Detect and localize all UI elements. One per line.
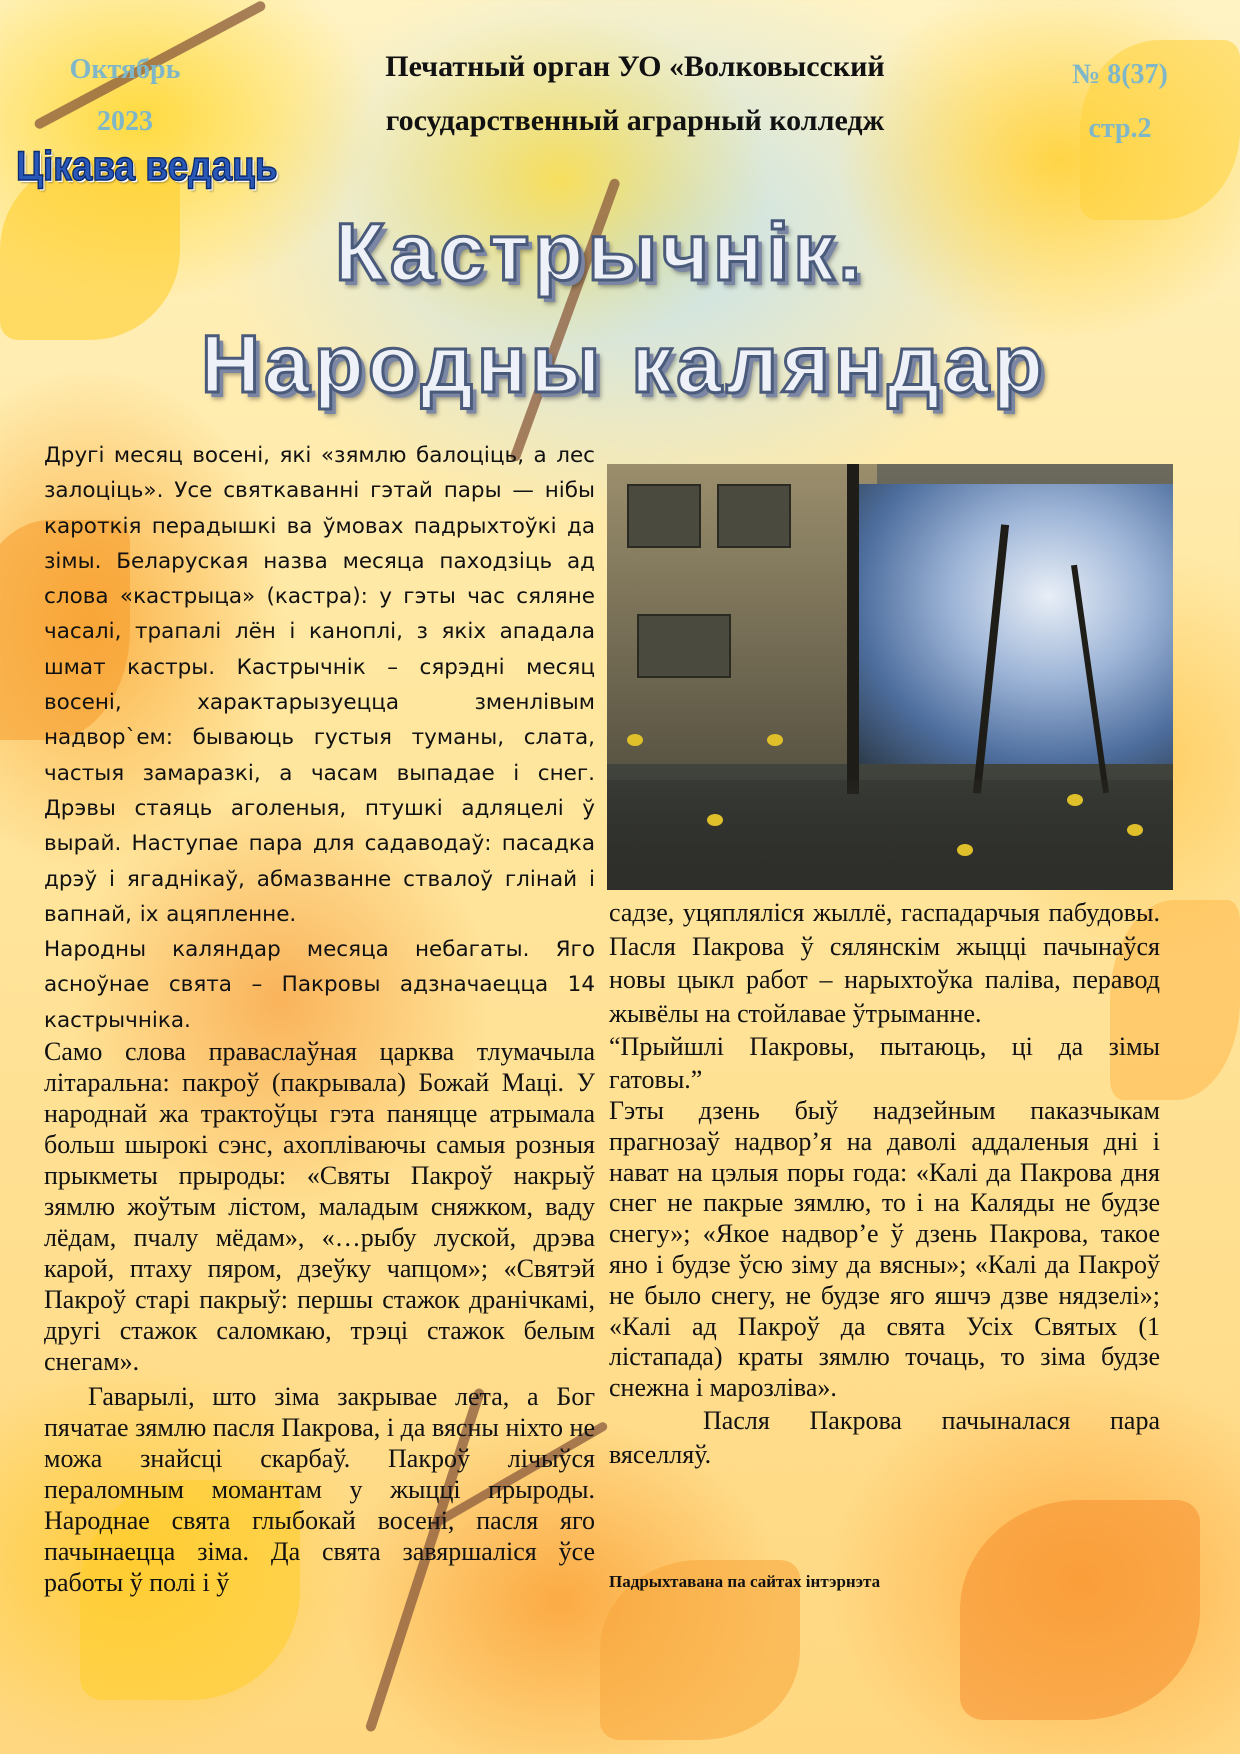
- issue-date: [40, 44, 210, 148]
- fallen-leaf: [1127, 824, 1143, 836]
- headline-line-2: Народны каляндар: [200, 319, 1048, 410]
- article-paragraph: Пасля Пакрова пачыналася пара вяселляў.: [609, 1405, 1160, 1469]
- rubric-title: Цікава ведаць: [16, 142, 278, 189]
- fallen-leaf: [627, 734, 643, 746]
- issue-number-text: № 8(37): [1072, 59, 1168, 90]
- article-left-column: [44, 438, 595, 1598]
- headline-line-1: Кастрычнік.: [334, 207, 866, 298]
- issue-month: Октябрь: [69, 54, 181, 85]
- publisher-line-2: государственный аграрный колледж: [385, 104, 885, 137]
- article-paragraph: садзе, уцяпляліся жыллё, гаспадарчыя пабудовы. Пасля Пакрова ў сялянскім жыцці пачынаўся новы цыкл работ – нарыхтоўка паліва, перавод жывёлы на стойлавае ўтрыманне.: [609, 898, 1160, 1028]
- article-paragraph: Само слова праваслаўная царква тлумачыла літаральна: пакроў (пакрывала) Божай Маці. У народнай жа трактоўцы гэта паняцце атрымала больш шырокі сэнс, ахопліваючы самыя розныя прыкметы прыроды: «Святы Пакроў накрыў зямлю жоўтым лістом, маладым сняжком, ваду лёдам, пчалу мёдам», «…рыбу луской, дрэва карой, птаху пяром, дзеўку чапцом»; «Святэй Пакроў старі пакрыў: першы стажок дранічкамі, другі стажок саломкаю, трэці стажок белым снегам».: [44, 1037, 595, 1377]
- sky-reflection: [857, 484, 1173, 764]
- publisher-line-1: Печатный орган УО «Волковысский: [385, 50, 885, 83]
- maple-leaf-decoration: [960, 1500, 1200, 1720]
- fallen-leaf: [707, 814, 723, 826]
- wet-ground: [607, 780, 1173, 890]
- fallen-leaf: [1067, 794, 1083, 806]
- page-number: стр.2: [1088, 113, 1152, 144]
- fallen-leaf: [767, 734, 783, 746]
- tree-reflection: [847, 464, 859, 794]
- issue-year: 2023: [97, 106, 153, 137]
- window-reflection: [637, 614, 731, 678]
- source-note: Падрыхтавана па сайтах інтэрнэта: [609, 1572, 881, 1591]
- article-quote: “Прыйшлі Пакровы, пытаюць, ці да зімы гатовы.”: [609, 1032, 1160, 1094]
- article-paragraph: Гаварылі, што зіма закрывае лета, а Бог пячатае зямлю пасля Пакрова, і да вясны ніхто не можа знайсці скарбаў. Пакроў лічыўся пераломным момантам у жыцці прыроды. Народнае свята глыбокай восені, пасля яго пачынаецца зіма. Да свята завяршаліся ўсе работы ў полі і ў: [44, 1382, 595, 1598]
- window-reflection: [627, 484, 701, 548]
- article-paragraph: Другі месяц восені, які «зямлю балоціць, а лес залоціць». Усе святкаванні гэтай пары — нібы кароткія перадышкі ва ўмовах падрыхтоўкі да зімы. Беларуская назва месяца паходзіць ад слова «кастрыца» (кастра): у гэты час сяляне часалі, трапалі лён і каноплі, з якіх ападала шмат кастры. Кастрычнік – сярэдні месяц восені, характарызуецца зменлівым надвор`ем: бываюць густыя туманы, слата, частыя замаразкі, а часам выпадае і снег. Дрэвы стаяць аголеныя, птушкі адляцелі ў вырай. Наступае пара для садаводаў: пасадка дрэў і ягаднікаў, абмазванне ствалоў глінай і вапнай, іх ацяпленне.: [44, 443, 595, 927]
- article-right-column: [609, 896, 1160, 1472]
- window-reflection: [717, 484, 791, 548]
- fallen-leaf: [957, 844, 973, 856]
- article-paragraph: Народны каляндар месяца небагаты. Яго асноўнае свята – Пакровы адзначаецца 14 кастрычніка.: [44, 937, 595, 1033]
- issue-number: [1050, 48, 1190, 156]
- article-paragraph: Гэты дзень быў надзейным паказчыкам прагнозаў надвор’я на даволі аддаленыя дні і нават на цэлыя поры года: «Калі да Пакрова дня снег не пакрые зямлю, то і на Каляды не будзе снегу»; «Якое надвор’е ў дзень Пакрова, такое яно і будзе ўсю зіму да вясны»; «Калі да Пакроў не было снегу, не будзе яго яшчэ дзве нядзелі»; «Калі ад Пакроў да свята Усіх Святых (1 лістапада) краты зямлю точаць, то зіма будзе снежна і марозліва».: [609, 1096, 1160, 1403]
- puddle-reflection-photo: [607, 464, 1173, 890]
- publisher-line: [340, 40, 930, 148]
